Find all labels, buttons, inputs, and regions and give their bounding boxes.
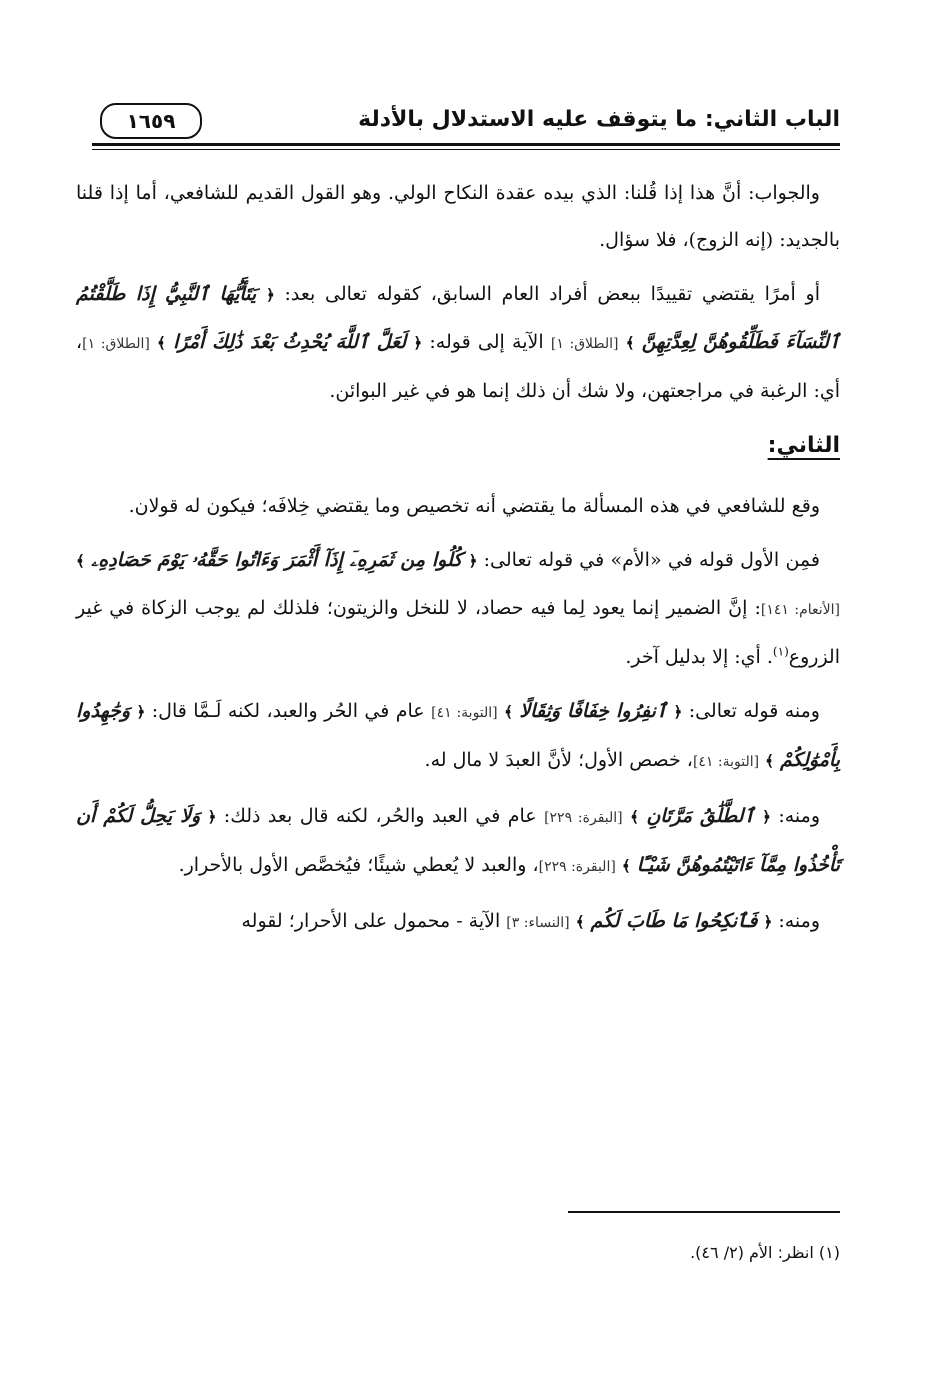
quran-close-bracket: ﴾	[575, 913, 585, 931]
quran-open-bracket: ﴿	[136, 703, 146, 721]
quran-verse: ٱلطَّلَٰقُ مَرَّتَانِ	[646, 805, 755, 827]
quran-close-bracket: ﴾	[621, 857, 631, 875]
quran-open-bracket: ﴿	[762, 808, 771, 826]
quran-close-bracket: ﴾	[157, 334, 166, 352]
quran-close-bracket: ﴾	[76, 552, 85, 570]
verse-reference: [التوبة: ٤١]	[692, 754, 760, 770]
paragraph-shafii: وقع للشافعي في هذه المسألة ما يقتضي أنه تخصيص وما يقتضي خِلافَه؛ فيكون له قولان.	[128, 495, 820, 517]
verse-reference: [البقرة: ٢٢٩]	[544, 810, 623, 826]
footnote: (١) انظر: الأم (٢/ ٤٦).	[690, 1243, 840, 1262]
paragraph-first-opinion	[76, 537, 840, 681]
text: فمِن الأول قوله في «الأم» في قوله تعالى:	[477, 549, 820, 571]
quran-verse: كُلُوا مِن ثَمَرِهِۦٓ إِذَآ أَثْمَرَ وَءَاتُوا حَقَّهُۥ يَوْمَ حَصَادِهِۦ	[91, 549, 463, 571]
quran-open-bracket: ﴿	[763, 913, 773, 931]
paragraph-answer: والجواب: أنَّ هذا إذا قُلنا: الذي بيده عقدة النكاح الولي. وهو القول القديم للشافعي، أما إذا قلنا بالجديد: (إنه الزوج)، فلا سؤال.	[76, 182, 840, 251]
verse-reference: [الطلاق: ١]	[82, 336, 150, 352]
footnote-marker[interactable]: (١)	[772, 644, 789, 659]
quran-open-bracket: ﴿	[207, 808, 217, 826]
quran-open-bracket: ﴿	[673, 703, 683, 721]
quran-open-bracket: ﴿	[468, 552, 478, 570]
text: أو أمرًا يقتضي تقييدًا ببعض أفراد العام السابق، كقوله تعالى بعد:	[274, 283, 820, 305]
quran-open-bracket: ﴿	[413, 334, 423, 352]
text: الآية إلى قوله:	[422, 331, 551, 353]
verse-reference: [الطلاق: ١]	[550, 336, 619, 352]
page-number: ١٦٥٩	[100, 103, 202, 139]
paragraph-example-2	[76, 793, 840, 891]
text: عام في العبد والحُر، لكنه قال بعد ذلك:	[216, 805, 545, 827]
quran-close-bracket: ﴾	[765, 752, 774, 770]
quran-verse: فَٱنكِحُوا مَا طَابَ لَكُم	[590, 910, 758, 932]
verse-reference: [النساء: ٣]	[506, 915, 570, 931]
text: ، والعبد لا يُعطي شيئًا؛ فيُخصَّص الأول بالأحرار.	[178, 854, 539, 876]
section-heading: الثاني:	[767, 433, 840, 458]
paragraph-restriction	[76, 271, 840, 415]
text: . أي: إلا بدليل آخر.	[625, 646, 773, 668]
text: ومنه:	[770, 805, 820, 827]
quran-verse: يَتَأَيُّهَا ٱلنَّبِيُّ إِذَا طَلَّقْتُمُ ٱلنِّسَآءَ فَطَلِّقُوهُنَّ لِعِدَّتِهِنَّ	[76, 283, 841, 353]
page-header	[100, 100, 840, 140]
text: ومنه:	[772, 910, 820, 932]
header-rule-thin	[92, 149, 840, 150]
paragraph-example-1	[76, 688, 840, 786]
quran-verse: ٱنفِرُوا خِفَافًا وَثِقَالًا	[519, 700, 668, 722]
text: : إنَّ الضمير إنما يعود لِما فيه حصاد، لا للنخل والزيتون؛ فلذلك لم يوجب الزكاة في غير الزروع	[76, 597, 840, 668]
verse-reference: [الأنعام: ١٤١]	[760, 602, 840, 618]
paragraph-example-3	[76, 898, 840, 947]
header-rule-thick	[92, 143, 840, 146]
verse-reference: [التوبة: ٤١]	[431, 705, 498, 721]
text: ، أي: الرغبة في مراجعتهن، ولا شك أن ذلك إنما هو في غير البوائن.	[76, 331, 840, 402]
text: ، خصص الأول؛ لأنَّ العبدَ لا مال له.	[424, 749, 693, 771]
quran-open-bracket: ﴿	[265, 286, 275, 304]
quran-verse: وَجَٰهِدُوا بِأَمْوَٰلِكُمْ	[76, 700, 840, 771]
footnote-separator	[568, 1211, 840, 1213]
quran-close-bracket: ﴾	[504, 703, 513, 721]
verse-reference: [البقرة: ٢٢٩]	[538, 859, 616, 875]
quran-verse: وَلَا يَحِلُّ لَكُمْ أَن تَأْخُذُوا مِمَّآ ءَاتَيْتُمُوهُنَّ شَيْـًٔا	[76, 805, 840, 876]
running-title: الباب الثاني: ما يتوقف عليه الاستدلال بالأدلة	[358, 107, 840, 132]
text: الآية - محمول على الأحرار؛ لقوله	[241, 910, 507, 932]
text: عام في الحُر والعبد، لكنه لَـمَّا قال:	[145, 700, 432, 722]
text: ومنه قوله تعالى:	[682, 700, 820, 722]
quran-close-bracket: ﴾	[630, 808, 639, 826]
main-text	[76, 170, 840, 954]
quran-verse: لَعَلَّ ٱللَّهَ يُحْدِثُ بَعْدَ ذَٰلِكَ أَمْرًا	[173, 331, 407, 353]
quran-close-bracket: ﴾	[625, 334, 635, 352]
